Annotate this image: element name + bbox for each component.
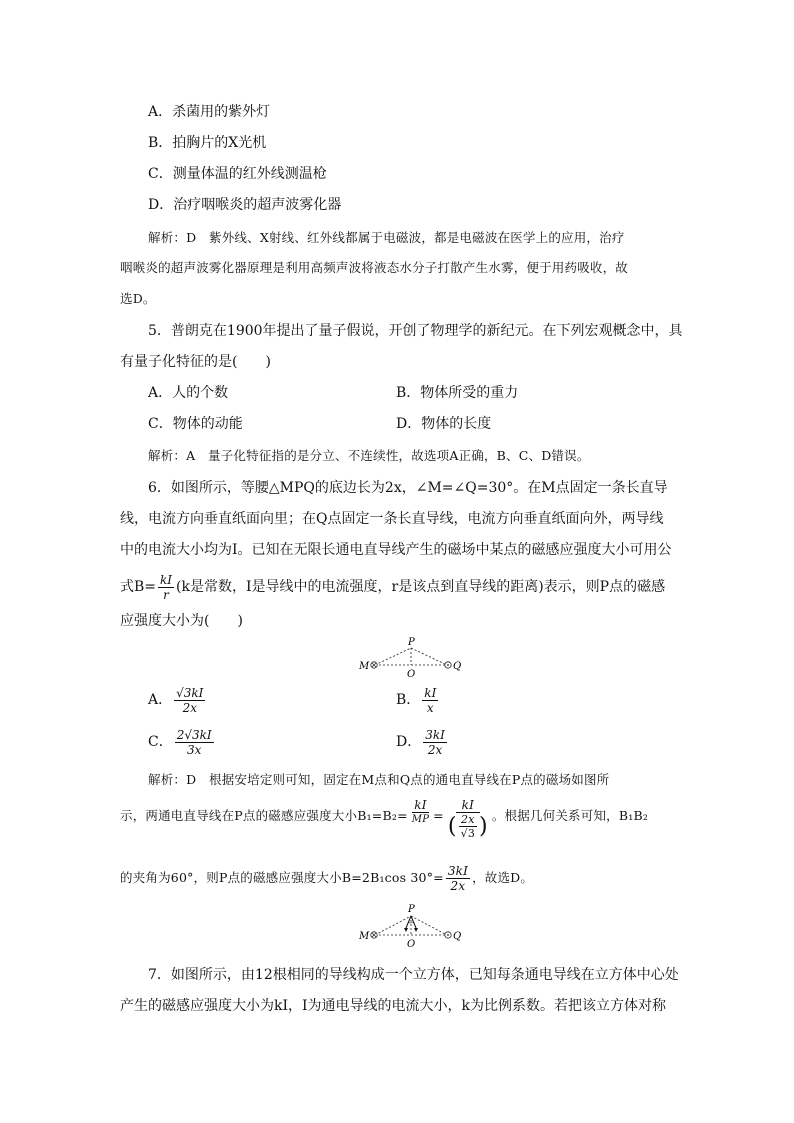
q6-solution-fraction-3-numerator: 3kI — [447, 863, 469, 878]
q6-stem-line-5: 应强度大小为( ) — [120, 613, 243, 629]
q7-stem-line-2: 产生的磁感应强度大小为kI，I为通电导线的电流大小，k为比例系数。若把该立方体对称 — [120, 998, 667, 1014]
q6-option-c-denominator: 3x — [186, 742, 202, 757]
q6-solution-line-2-prefix: 示，两通电直导线在P点的磁感应强度大小B₁=B₂= — [120, 808, 408, 823]
q6-solution-line-1: 解析：D 根据安培定则可知，固定在M点和Q点的通电直导线在P点的磁场如图所 — [148, 772, 610, 787]
q6-options-row-2 — [148, 724, 668, 760]
q6-option-d-numerator: 3kI — [425, 727, 445, 742]
q6-option-d-denominator: 2x — [427, 742, 443, 757]
q6-option-b-numerator: kI — [424, 685, 437, 700]
q5-stem-line-1: 5．普朗克在1900年提出了量子假说，开创了物理学的新纪元。在下列宏观概念中，具 — [148, 323, 683, 339]
q6-option-d-label: D． — [396, 734, 422, 750]
fig2-label-q: Q — [453, 931, 462, 942]
q6-solution-fraction-1-denominator: MP — [411, 814, 430, 825]
q6-triangle-figure — [356, 634, 466, 680]
fig1-label-m: M — [359, 661, 370, 672]
q5-options-row-2 — [148, 414, 668, 434]
q6-option-b-denominator: x — [426, 700, 434, 715]
q6-option-c-label: C． — [148, 734, 173, 750]
q6-solution-fraction-2-denominator: ( $\frac{2x}{√3}$ ) — [447, 813, 488, 840]
q6-solution-line-2-suffix: 。根据几何关系可知，B₁B₂ — [491, 808, 649, 823]
q6-solution-fraction-3 — [446, 864, 470, 893]
fig2-label-o: O — [407, 939, 416, 950]
q6-formula-prefix: 式B= — [120, 579, 157, 595]
q6-option-a-numerator: √3kI — [176, 685, 204, 700]
q6-option-a-fraction — [174, 686, 205, 715]
q6-stem-line-3: 中的电流大小均为I。已知在无限长通电直导线产生的磁场中某点的磁感应强度大小可用公 — [120, 542, 672, 558]
q6-options-row-1 — [148, 682, 668, 718]
q6-option-b-label: B． — [396, 692, 421, 708]
q6-solution-inner-denominator: √3 — [460, 827, 476, 840]
q4-option-c: C．测量体温的红外线测温枪 — [148, 166, 327, 182]
q5-option-b: B．物体所受的重力 — [396, 385, 519, 401]
q6-solution-inner-fraction — [459, 813, 477, 840]
q6-formula-numerator: kI — [160, 572, 173, 587]
q6-solution-fraction-2-numerator: kI — [456, 798, 480, 813]
fig1-label-p: P — [408, 637, 415, 648]
q6-option-d-fraction — [423, 728, 447, 757]
q6-option-b-fraction — [422, 686, 438, 715]
q4-option-a: A．杀菌用的紫外灯 — [148, 104, 271, 120]
q5-solution: 解析：A 量子化特征指的是分立、不连续性，故选项A正确，B、C、D错误。 — [148, 448, 590, 463]
q4-option-b: B．拍胸片的X光机 — [148, 135, 267, 151]
q6-solution-line-3 — [120, 862, 680, 894]
q6-option-c-numerator: 2√3kI — [176, 727, 212, 742]
q6-solution-fraction-3-denominator: 2x — [450, 878, 466, 893]
q6-solution-inner-numerator: 2x — [461, 813, 475, 826]
q6-solution-line-3-prefix: 的夹角为60°，则P点的磁感应强度大小B=2B₁cos 30°= — [120, 870, 444, 885]
q5-stem-line-2: 有量子化特征的是( ) — [120, 354, 271, 370]
q6-solution-line-3-suffix: ，故选D。 — [472, 870, 534, 885]
q6-formula-denominator: r — [163, 587, 169, 602]
q6-option-b — [396, 682, 440, 718]
q7-stem-line-1: 7．如图所示，由12根相同的导线构成一个立方体，已知每条通电导线在立方体中心处 — [148, 967, 679, 983]
q5-option-c: C．物体的动能 — [148, 416, 243, 432]
q6-solution-equals: = — [433, 808, 444, 823]
q6-solution-fraction-1-numerator: kI — [414, 798, 427, 812]
q6-stem-line-1: 6．如图所示，等腰△MPQ的底边长为2x，∠M=∠Q=30°。在M点固定一条长直导 — [148, 480, 668, 496]
q5-option-d: D．物体的长度 — [396, 416, 492, 432]
q6-solution-fraction-1 — [410, 798, 431, 827]
fig1-label-q: Q — [453, 661, 462, 672]
q6-formula-fraction — [158, 573, 174, 602]
q6-stem-line-4 — [120, 572, 680, 602]
q6-option-c-fraction — [175, 728, 214, 757]
q6-formula-suffix: (k是常数，I是导线中的电流强度，r是该点到直导线的距离)表示，则P点的磁感 — [176, 579, 666, 595]
q5-options-row-1 — [148, 383, 668, 403]
q4-solution-line-3: 选D。 — [120, 291, 156, 306]
q4-solution-line-2: 咽喉炎的超声波雾化器原理是利用高频声波将液态水分子打散产生水雾，便于用药吸收，故 — [120, 260, 629, 275]
fig2-label-p: P — [408, 904, 415, 915]
q4-solution-line-1: 解析：D 紫外线、X射线、红外线都属于电磁波，都是电磁波在医学上的应用，治疗 — [148, 230, 625, 245]
fig1-label-o: O — [407, 669, 416, 680]
q6-solution-figure — [356, 902, 466, 950]
q6-option-a-label: A． — [148, 692, 173, 708]
q6-solution-fraction-2 — [446, 798, 490, 840]
q6-option-d — [396, 724, 449, 760]
fig2-label-m: M — [359, 931, 370, 942]
q6-option-a-denominator: 2x — [182, 700, 197, 715]
q6-stem-line-2: 线，电流方向垂直纸面向里；在Q点固定一条长直导线，电流方向垂直纸面向外，两导线 — [120, 511, 664, 527]
q6-solution-line-2 — [120, 796, 680, 850]
q4-option-d: D．治疗咽喉炎的超声波雾化器 — [148, 197, 342, 213]
q5-option-a: A．人的个数 — [148, 385, 229, 401]
